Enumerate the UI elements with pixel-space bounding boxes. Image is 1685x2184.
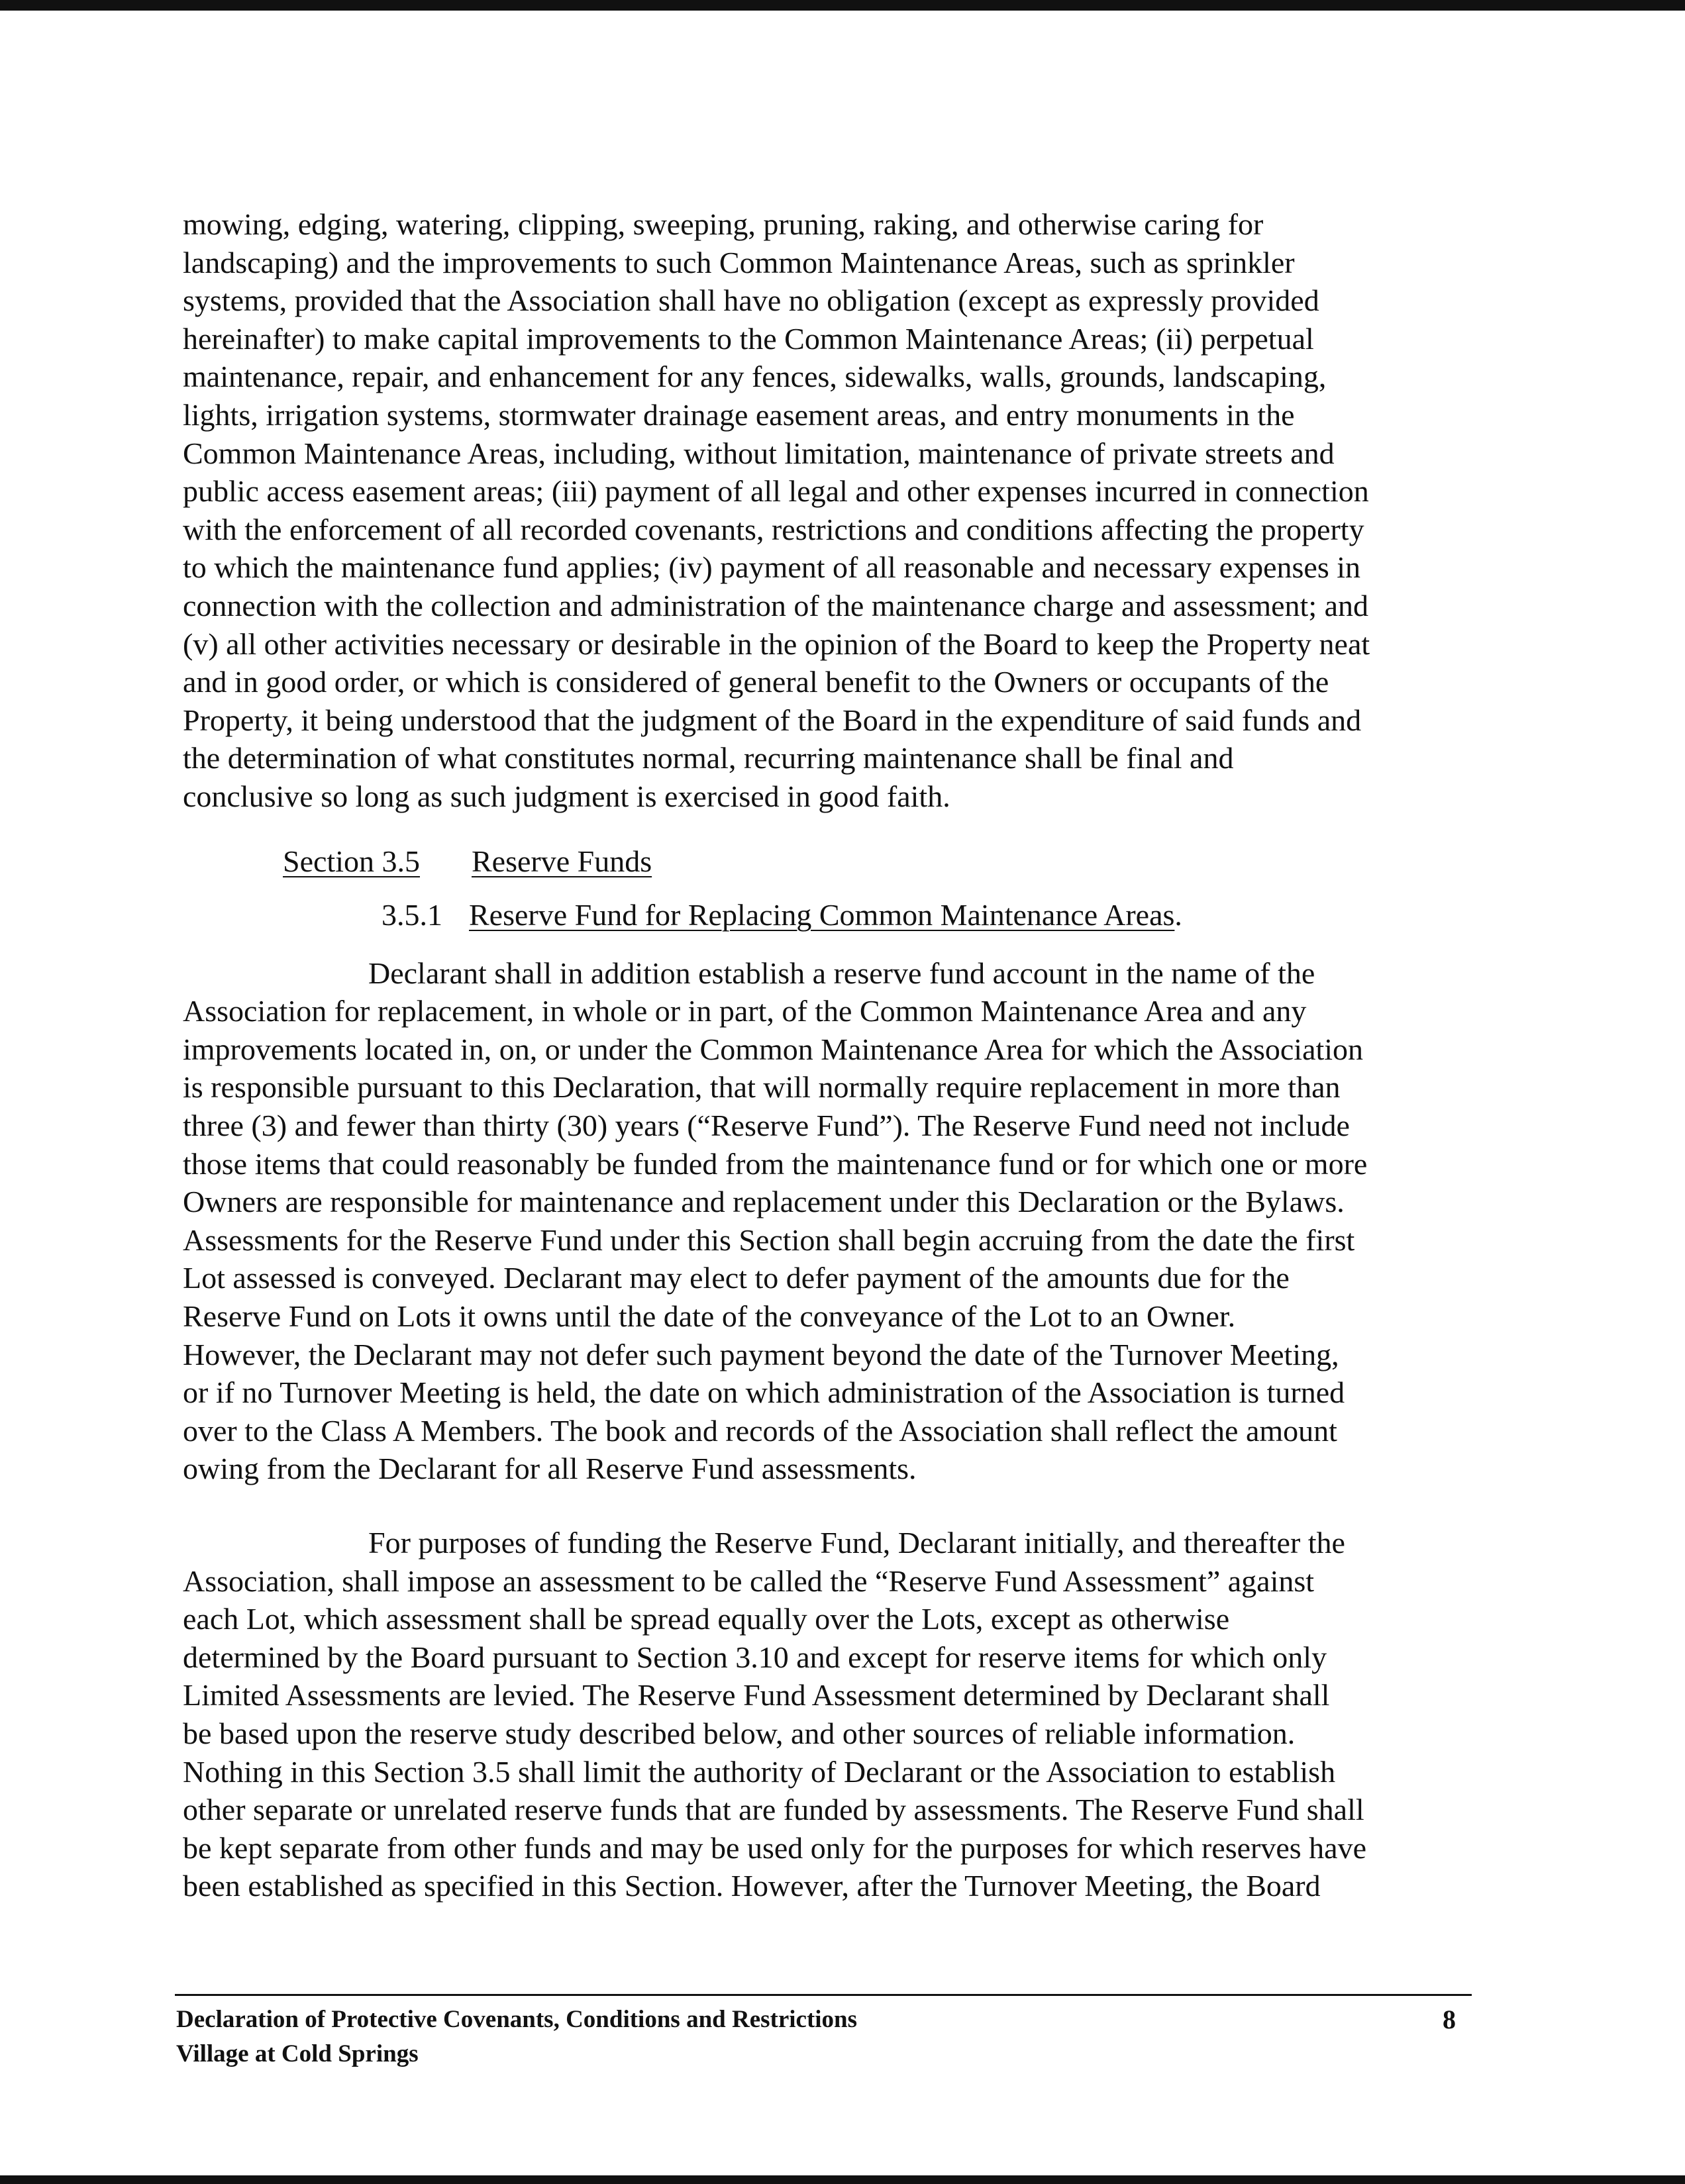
section-heading <box>183 842 1507 881</box>
paragraph-3-line: be based upon the reserve study described below, and other sources of reliable information. <box>183 1716 1296 1750</box>
paragraph-1-line: hereinafter) to make capital improvements to the Common Maintenance Areas; (ii) perpetual <box>183 321 1314 356</box>
paragraph-2-line: over to the Class A Members. The book and records of the Association shall reflect the amount <box>183 1413 1337 1448</box>
paragraph-2-line: However, the Declarant may not defer such payment beyond the date of the Turnover Meeting, <box>183 1337 1339 1371</box>
paragraph-2-line: Assessments for the Reserve Fund under this Section shall begin accruing from the date the first <box>183 1222 1355 1257</box>
paragraph-1-line: landscaping) and the improvements to such Common Maintenance Areas, such as sprinkler <box>183 245 1295 279</box>
paragraph-3 <box>183 1524 1507 1905</box>
paragraph-2-line: Reserve Fund on Lots it owns until the date of the conveyance of the Lot to an Owner. <box>183 1299 1236 1334</box>
paragraph-3-line: other separate or unrelated reserve funds that are funded by assessments. The Reserve Fund shall <box>183 1793 1364 1827</box>
paragraph-2 <box>183 954 1507 1488</box>
paragraph-1-line: connection with the collection and administration of the maintenance charge and assessment; and <box>183 588 1369 622</box>
subsection-heading <box>183 896 1507 934</box>
page-body <box>183 205 1507 1905</box>
paragraph-1-line: (v) all other activities necessary or desirable in the opinion of the Board to keep the Property neat <box>183 626 1370 661</box>
paragraph-3-line: been established as specified in this Section. However, after the Turnover Meeting, the Board <box>183 1869 1321 1903</box>
subsection-title: Reserve Fund for Replacing Common Maintenance Areas <box>469 898 1175 932</box>
page-footer <box>176 2003 1472 2071</box>
paragraph-3-line: determined by the Board pursuant to Section 3.10 and except for reserve items for which only <box>183 1640 1327 1674</box>
scan-edge-top <box>0 0 1685 11</box>
paragraph-2-line: owing from the Declarant for all Reserve Fund assessments. <box>183 1452 917 1486</box>
paragraph-2-line: those items that could reasonably be funded from the maintenance fund or for which one or more <box>183 1146 1368 1181</box>
paragraph-2-line: three (3) and fewer than thirty (30) years (“Reserve Fund”). The Reserve Fund need not include <box>183 1109 1350 1143</box>
paragraph-3-line: each Lot, which assessment shall be spread equally over the Lots, except as otherwise <box>183 1602 1230 1636</box>
paragraph-3-line: Association, shall impose an assessment to be called the “Reserve Fund Assessment” against <box>183 1564 1315 1598</box>
paragraph-3-line: be kept separate from other funds and may be used only for the purposes for which reserves have <box>183 1830 1367 1865</box>
section-number: Section 3.5 <box>283 844 420 878</box>
footer-document-title: Declaration of Protective Covenants, Conditions and Restrictions <box>176 2006 858 2033</box>
paragraph-2-line: or if no Turnover Meeting is held, the date on which administration of the Association is turned <box>183 1375 1345 1410</box>
paragraph-1-line: conclusive so long as such judgment is exercised in good faith. <box>183 779 950 813</box>
paragraph-1-line: mowing, edging, watering, clipping, sweeping, pruning, raking, and otherwise caring for <box>183 207 1264 241</box>
section-title: Reserve Funds <box>471 844 652 878</box>
paragraph-1-line: with the enforcement of all recorded covenants, restrictions and conditions affecting the property <box>183 512 1364 546</box>
paragraph-2-line: is responsible pursuant to this Declaration, that will normally require replacement in more than <box>183 1070 1341 1105</box>
paragraph-3-line: Limited Assessments are levied. The Reserve Fund Assessment determined by Declarant shall <box>183 1678 1330 1712</box>
scan-edge-bottom <box>0 2175 1685 2184</box>
subsection-number: 3.5.1 <box>382 898 442 932</box>
paragraph-1-line: systems, provided that the Association shall have no obligation (except as expressly provided <box>183 283 1319 318</box>
paragraph-1-line: public access easement areas; (iii) payment of all legal and other expenses incurred in connection <box>183 474 1369 509</box>
footer-divider <box>175 1994 1472 1996</box>
paragraph-1-line: and in good order, or which is considered of general benefit to the Owners or occupants of the <box>183 665 1329 699</box>
paragraph-1-line: the determination of what constitutes normal, recurring maintenance shall be final and <box>183 741 1234 775</box>
subsection-trailing-period: . <box>1174 898 1182 932</box>
paragraph-1-line: Property, it being understood that the judgment of the Board in the expenditure of said funds and <box>183 703 1362 737</box>
paragraph-3-line: For purposes of funding the Reserve Fund, Declarant initially, and thereafter the <box>368 1526 1345 1560</box>
footer-community-name: Village at Cold Springs <box>176 2040 419 2067</box>
paragraph-2-line: improvements located in, on, or under the Common Maintenance Area for which the Association <box>183 1032 1364 1066</box>
paragraph-2-line: Association for replacement, in whole or in part, of the Common Maintenance Area and any <box>183 994 1307 1028</box>
paragraph-2-line: Owners are responsible for maintenance and replacement under this Declaration or the Bylaws. <box>183 1185 1345 1219</box>
paragraph-3-line: Nothing in this Section 3.5 shall limit the authority of Declarant or the Association to establish <box>183 1754 1336 1789</box>
paragraph-2-line: Declarant shall in addition establish a reserve fund account in the name of the <box>368 956 1315 990</box>
paragraph-2-line: Lot assessed is conveyed. Declarant may elect to defer payment of the amounts due for the <box>183 1261 1290 1295</box>
paragraph-1 <box>183 205 1507 816</box>
page-number: 8 <box>1443 2005 1456 2034</box>
paragraph-1-line: lights, irrigation systems, stormwater drainage easement areas, and entry monuments in the <box>183 397 1295 432</box>
paragraph-1-line: to which the maintenance fund applies; (iv) payment of all reasonable and necessary expenses in <box>183 550 1361 585</box>
paragraph-1-line: maintenance, repair, and enhancement for any fences, sidewalks, walls, grounds, landscaping, <box>183 360 1327 394</box>
paragraph-1-line: Common Maintenance Areas, including, without limitation, maintenance of private streets and <box>183 436 1335 470</box>
